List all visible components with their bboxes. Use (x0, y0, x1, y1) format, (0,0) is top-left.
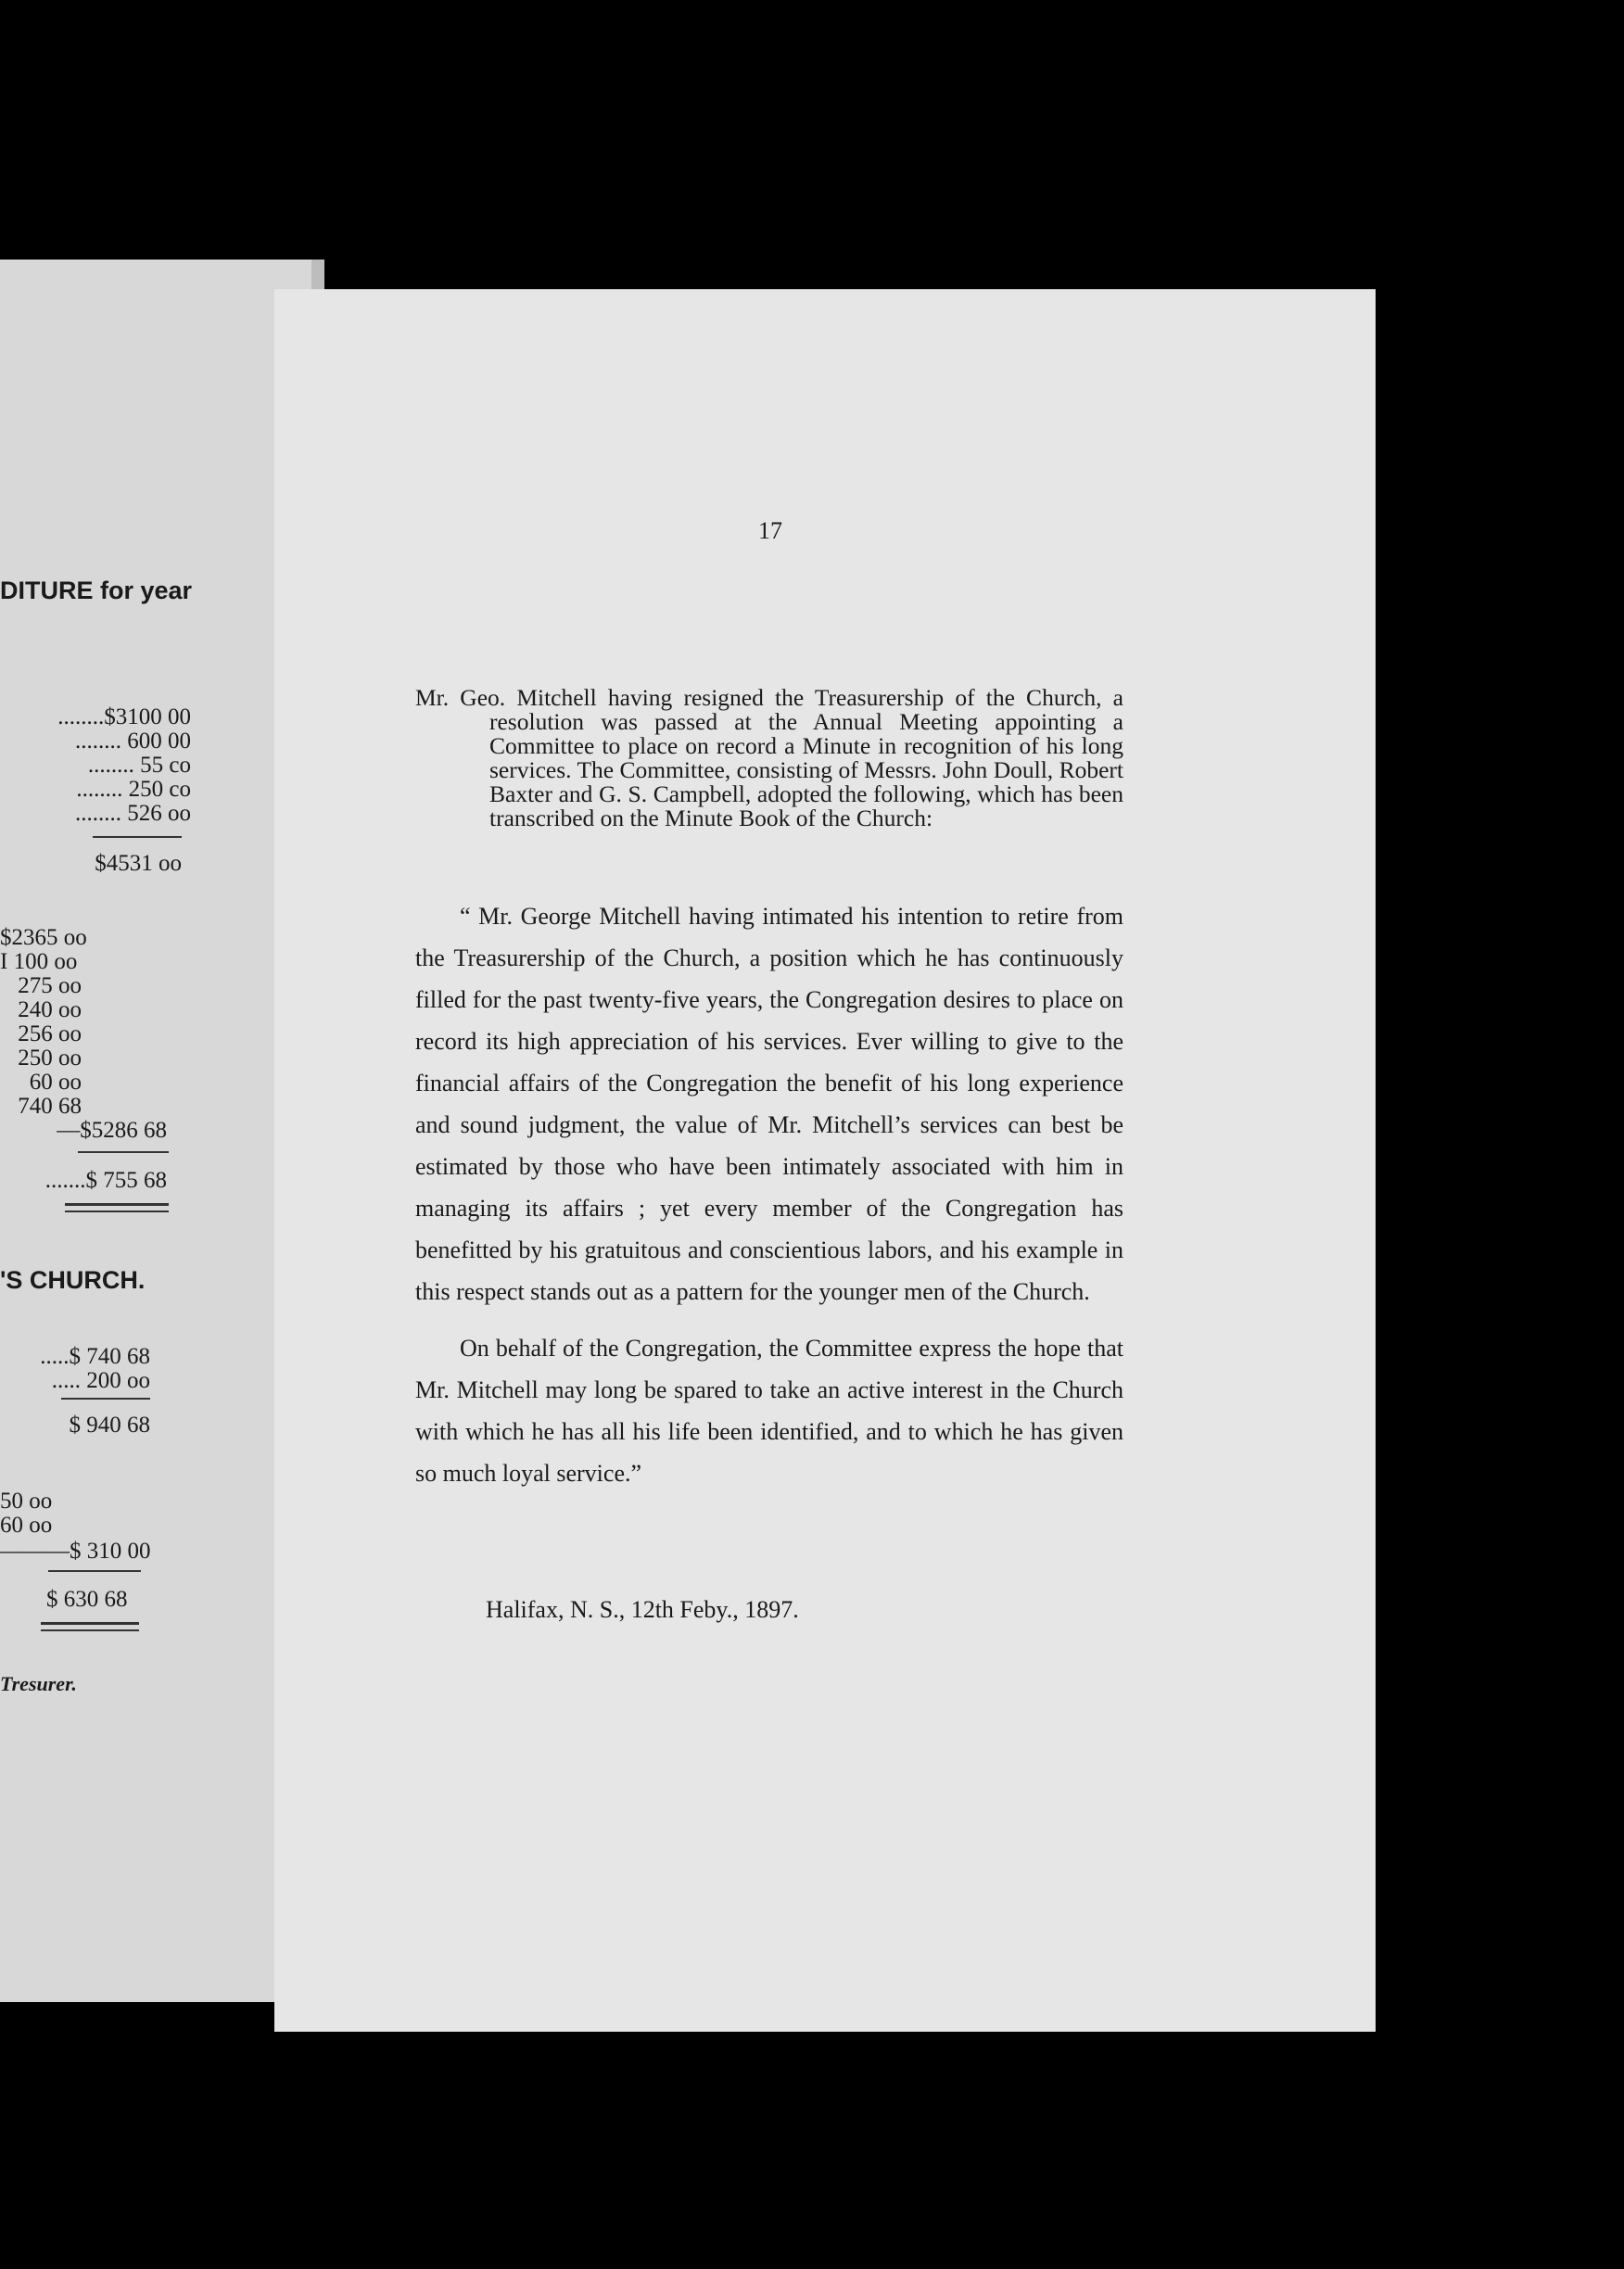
list-item: 240 oo (18, 997, 82, 1022)
minute-text (415, 895, 1123, 1509)
list-item: ........ 55 co (87, 753, 191, 778)
minute-paragraph-2: On behalf of the Congregation, the Committee express the hope that Mr. Mitchell may long be spared to take an active interest in the Church with which he has all his life been identified, and to which he has given so much loyal service.” (415, 1335, 1123, 1487)
balance-amount: .......$ 755 68 (44, 1168, 167, 1193)
list-item: 60 oo (29, 1070, 82, 1095)
divider (61, 1398, 150, 1400)
subtotal-amount: ———$ 310 00 (0, 1539, 151, 1564)
list-item: ........ 600 00 (75, 729, 191, 754)
divider (48, 1570, 141, 1572)
minute-paragraph-1: “ Mr. George Mitchell having intimated his intention to retire from the Treasurership of the Church, a position which he has continuously filled for the past twenty-five years, the Congregation desires to place on record its high appreciation of his services. Ever willing to give to the financial affairs of the Congregation the benefit of his long experience and sound judgment, the value of Mr. Mitchell’s services can best be estimated by those who have been intimately associated with him in managing its affairs ; yet every member of the Congregation has benefitted by his gratuitous and conscientious labors, and his example in this respect stands out as a pattern for the younger men of the Church. (415, 903, 1123, 1305)
intro-text: Mr. Geo. Mitchell having resigned the Treasurership of the Church, a resolution was passed at the Annual Meeting appointing a Committee to place on record a Minute in recognition of his long services. The Committee, consisting of Messrs. John Doull, Robert Baxter and G. S. Campbell, adopted the following, which has been transcribed on the Minute Book of the Church: (415, 684, 1123, 831)
divider (93, 836, 182, 838)
list-item: 275 oo (18, 973, 82, 998)
treasurer-signature: Tresurer. (0, 1672, 77, 1695)
list-item: 250 oo (18, 1046, 82, 1071)
expenditure-heading: DITURE for year (0, 577, 193, 604)
divider (78, 1151, 169, 1153)
double-rule (41, 1622, 139, 1625)
list-item: ........ 250 co (76, 777, 191, 802)
double-rule (41, 1629, 139, 1631)
list-item: $2365 oo (0, 925, 87, 950)
intro-paragraph (415, 686, 1123, 830)
list-item: 60 oo (0, 1513, 53, 1538)
date-signoff: Halifax, N. S., 12th Feby., 1897. (486, 1596, 799, 1623)
church-heading: 'S CHURCH. (0, 1266, 146, 1294)
total-amount: $4531 oo (95, 851, 182, 876)
list-item: 50 oo (0, 1489, 53, 1514)
right-page (274, 289, 1376, 2032)
list-item: .....$ 740 68 (40, 1344, 150, 1369)
page-number: 17 (758, 517, 782, 544)
list-item: ........ 526 oo (75, 801, 191, 826)
subtotal-amount: —$5286 68 (57, 1118, 167, 1143)
double-rule (65, 1211, 169, 1212)
double-rule (65, 1203, 169, 1206)
list-item: 740 68 (18, 1094, 82, 1119)
total-amount: $ 630 68 (46, 1587, 128, 1612)
list-item: 256 oo (18, 1021, 82, 1046)
total-amount: $ 940 68 (69, 1413, 150, 1438)
list-item: I 100 oo (0, 949, 78, 974)
list-item: ..... 200 oo (51, 1368, 150, 1393)
list-item: ........$3100 00 (57, 704, 191, 729)
